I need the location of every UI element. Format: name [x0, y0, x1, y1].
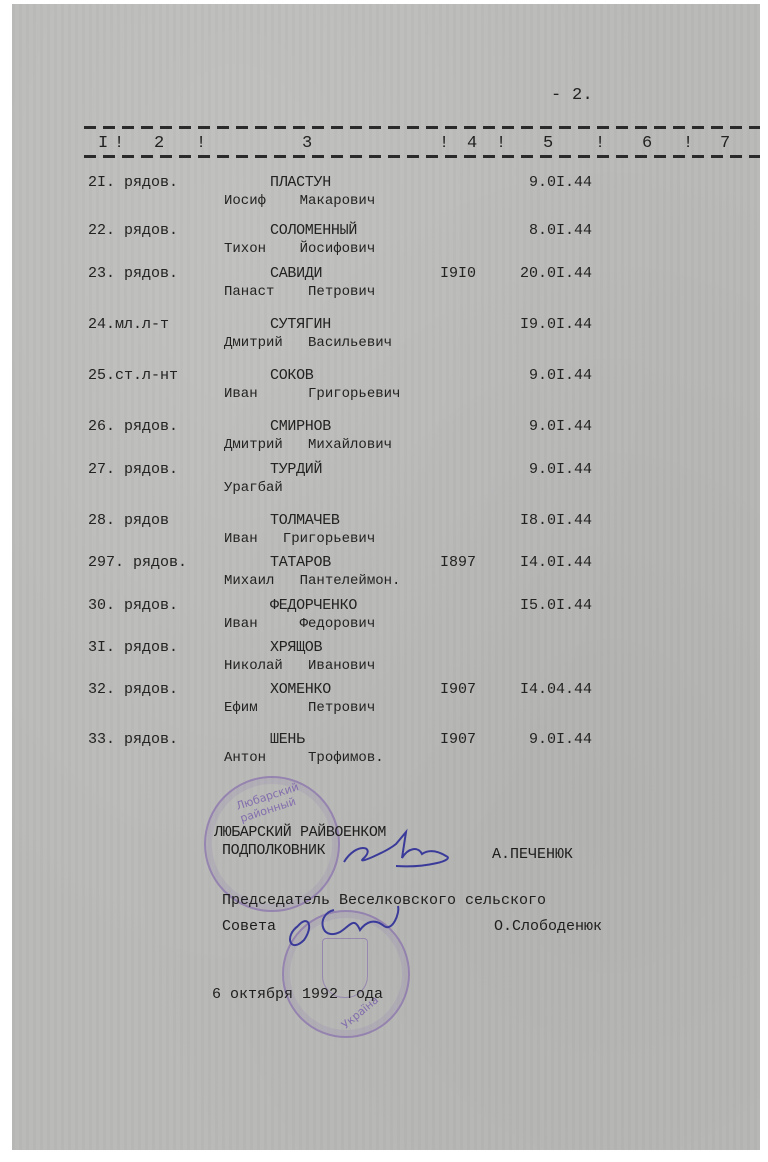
stamp-ring-text: Україна — [338, 993, 382, 1032]
column-header-7: 7 — [720, 134, 731, 153]
row-date: I4.0I.44 — [519, 554, 592, 571]
table-row — [0, 639, 768, 683]
row-surname: СОЛОМЕННЫЙ — [270, 222, 358, 239]
column-header-1: I — [98, 134, 109, 153]
row-surname: ТОЛМАЧЕВ — [270, 512, 340, 529]
row-rank: мл.л-т — [115, 316, 170, 333]
row-rank: ст.л-нт — [115, 367, 179, 384]
row-number: 3I. — [88, 639, 116, 656]
column-separator: ! — [114, 134, 125, 153]
column-separator: ! — [439, 134, 450, 153]
council-title-line2: Совета — [222, 918, 277, 935]
row-given-name: Иван Григорьевич — [224, 531, 376, 547]
row-number: 26. — [88, 418, 116, 435]
header-top-rule — [84, 126, 760, 129]
row-date: I5.0I.44 — [519, 597, 592, 614]
table-row — [0, 367, 768, 411]
row-date: 9.0I.44 — [528, 367, 592, 384]
row-given-name: Михаил Пантелеймон. — [224, 573, 401, 589]
row-number: 2I. — [88, 174, 116, 191]
row-surname: СУТЯГИН — [270, 316, 331, 333]
row-rank: рядов. — [133, 554, 188, 571]
row-surname: ШЕНЬ — [270, 731, 305, 748]
row-date: 9.0I.44 — [528, 418, 592, 435]
row-given-name: Антон Трофимов. — [224, 750, 384, 766]
row-rank: рядов. — [124, 222, 179, 239]
row-rank: рядов. — [124, 174, 179, 191]
row-surname: ТАТАРОВ — [270, 554, 331, 571]
row-rank: рядов. — [124, 418, 179, 435]
row-number: 33. — [88, 731, 116, 748]
row-surname: ТУРДИЙ — [270, 461, 323, 478]
row-surname: СМИРНОВ — [270, 418, 331, 435]
column-separator: ! — [595, 134, 606, 153]
row-birth-year: I897 — [440, 554, 477, 571]
stamp-ring-text: Любарский районный — [234, 780, 301, 826]
table-row — [0, 174, 768, 218]
row-rank: рядов. — [124, 639, 179, 656]
row-surname: ХОМЕНКО — [270, 681, 331, 698]
row-number: 32. — [88, 681, 116, 698]
row-date: I8.0I.44 — [519, 512, 592, 529]
signature-slobodenyuk — [280, 896, 420, 956]
row-date: 9.0I.44 — [528, 461, 592, 478]
row-surname: ФЕДОРЧЕНКО — [270, 597, 358, 614]
table-row — [0, 222, 768, 266]
row-given-name: Дмитрий Михайлович — [224, 437, 393, 453]
column-separator: ! — [196, 134, 207, 153]
row-given-name: Иван Григорьевич — [224, 386, 401, 402]
row-given-name: Николай Иванович — [224, 658, 376, 674]
row-rank: рядов. — [124, 681, 179, 698]
row-given-name: Дмитрий Васильевич — [224, 335, 393, 351]
row-date: 20.0I.44 — [519, 265, 592, 282]
row-date: 8.0I.44 — [528, 222, 592, 239]
row-rank: рядов. — [124, 265, 179, 282]
column-header-4: 4 — [467, 134, 478, 153]
table-row — [0, 597, 768, 641]
column-header-2: 2 — [154, 134, 165, 153]
row-number: 24. — [88, 316, 116, 333]
row-surname: САВИДИ — [270, 265, 323, 282]
column-separator: ! — [496, 134, 507, 153]
row-rank: рядов. — [124, 461, 179, 478]
row-surname: ХРЯЩОВ — [270, 639, 323, 656]
row-rank: рядов — [124, 512, 170, 529]
row-surname: ПЛАСТУН — [270, 174, 331, 191]
council-title: Председатель Веселковского сельского — [222, 892, 547, 909]
table-row — [0, 681, 768, 725]
row-date: I9.0I.44 — [519, 316, 592, 333]
table-row — [0, 265, 768, 309]
signature-pechenyuk — [336, 822, 486, 872]
row-date: 9.0I.44 — [528, 731, 592, 748]
row-given-name: Ефим Петрович — [224, 700, 376, 716]
column-header-5: 5 — [543, 134, 554, 153]
row-number: 30. — [88, 597, 116, 614]
table-row — [0, 731, 768, 775]
row-given-name: Панаст Петрович — [224, 284, 376, 300]
table-row — [0, 418, 768, 462]
table-row — [0, 512, 768, 556]
column-header-6: 6 — [642, 134, 653, 153]
row-birth-year: I9I0 — [440, 265, 477, 282]
row-number: 27. — [88, 461, 116, 478]
row-surname: СОКОВ — [270, 367, 314, 384]
row-rank: рядов. — [124, 731, 179, 748]
table-row — [0, 316, 768, 360]
row-given-name: Тихон Йосифович — [224, 241, 376, 257]
column-header-3: 3 — [302, 134, 313, 153]
raivoenkom-title: ЛЮБАРСКИЙ РАЙВОЕНКОМ — [214, 824, 387, 841]
document-date: 6 октября 1992 года — [212, 986, 384, 1003]
row-number: 297. — [88, 554, 125, 571]
row-date: 9.0I.44 — [528, 174, 592, 191]
row-date: I4.04.44 — [519, 681, 592, 698]
row-number: 28. — [88, 512, 116, 529]
row-given-name: Иосиф Макарович — [224, 193, 376, 209]
row-number: 23. — [88, 265, 116, 282]
row-given-name: Уpaгбай — [224, 480, 283, 496]
header-bottom-rule — [84, 155, 760, 158]
table-row — [0, 461, 768, 505]
row-rank: рядов. — [124, 597, 179, 614]
signatory-name-council: О.Слободенюк — [494, 918, 603, 935]
rank-title: ПОДПОЛКОВНИК — [222, 842, 326, 859]
row-birth-year: I907 — [440, 731, 477, 748]
row-number: 25. — [88, 367, 116, 384]
table-row — [0, 554, 768, 598]
row-number: 22. — [88, 222, 116, 239]
row-birth-year: I907 — [440, 681, 477, 698]
column-separator: ! — [683, 134, 694, 153]
row-given-name: Иван Федорович — [224, 616, 376, 632]
signatory-name-military: А.ПЕЧЕНЮК — [492, 846, 574, 863]
page-number: - 2. — [551, 86, 594, 105]
